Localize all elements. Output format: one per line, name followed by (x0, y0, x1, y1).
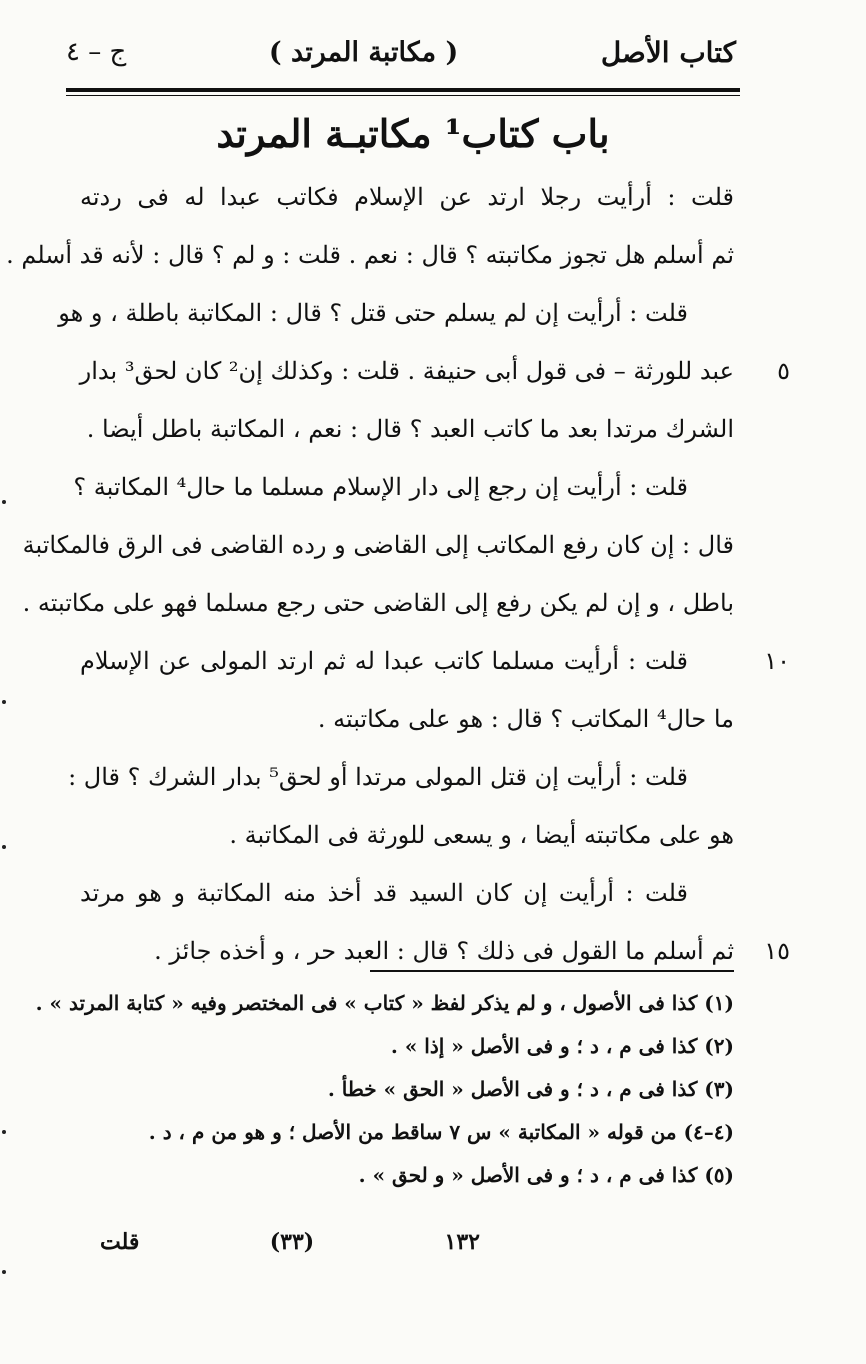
header-volume: ج – ٤ (66, 37, 127, 67)
chapter-title: باب كتاب¹ مكاتبـة المرتد (216, 111, 610, 156)
line-number: ١٠ (764, 647, 790, 675)
header-rule (66, 88, 740, 92)
page-footer (100, 1222, 480, 1262)
footnote: (٢) كذا فى م ، د ؛ و فى الأصل « إذا » . (390, 1034, 734, 1058)
line-number: ٥ (777, 357, 790, 385)
text-line: قلت : أرأيت رجلا ارتد عن الإسلام فكاتب عبدا له فى ردته (80, 183, 734, 211)
text-line-numbered (79, 342, 790, 400)
text-line: هو على مكاتبته أيضا ، و يسعى للورثة فى المكاتبة . (229, 821, 734, 849)
text-line: قال : إن كان رفع المكاتب إلى القاضى و رده القاضى فى الرق فالمكاتبة (22, 531, 734, 559)
text-line-numbered (80, 632, 790, 690)
text-line: الشرك مرتدا بعد ما كاتب العبد ؟ قال : نعم ، المكاتبة باطل أيضا . (86, 415, 734, 443)
text-line: عبد للورثة – فى قول أبى حنيفة . قلت : وكذلك إن² كان لحق³ بدار (79, 357, 734, 385)
header-section-title: ( مكاتبة المرتد ) (268, 36, 459, 68)
line-number: ١٥ (764, 937, 790, 965)
text-line: ما حال⁴ المكاتب ؟ قال : هو على مكاتبته . (317, 705, 734, 733)
catchword: قلت (100, 1229, 140, 1255)
scan-speck (2, 700, 6, 704)
text-line: باطل ، و إن لم يكن رفع إلى القاضى حتى رجع مسلما فهو على مكاتبته . (22, 589, 734, 617)
text-line: قلت : أرأيت إن كان السيد قد أخذ منه المكاتبة و هو مرتد (80, 879, 688, 907)
header-book-title: كتاب الأصل (600, 35, 736, 69)
footnote: (١) كذا فى الأصول ، و لم يذكر لفظ « كتاب » فى المختصر وفيه « كتابة المرتد » . (35, 991, 734, 1015)
footnote-rule (370, 970, 734, 972)
signature-mark: (٣٣) (269, 1229, 315, 1255)
scan-speck (2, 1130, 6, 1134)
scan-speck (2, 1270, 6, 1274)
text-line: قلت : أرأيت إن قتل المولى مرتدا أو لحق⁵ بدار الشرك ؟ قال : (68, 763, 688, 791)
header-rule-thin (66, 95, 740, 96)
text-line: ثم أسلم ما القول فى ذلك ؟ قال : العبد حر ، و أخذه جائز . (154, 937, 734, 965)
page-number: ١٣٢ (444, 1229, 480, 1255)
footnote: (٥) كذا فى م ، د ؛ و فى الأصل « و لحق » . (358, 1163, 734, 1187)
text-line: قلت : أرأيت مسلما كاتب عبدا له ثم ارتد المولى عن الإسلام (80, 647, 688, 675)
running-header (66, 24, 736, 80)
scan-speck (2, 500, 6, 504)
text-line: قلت : أرأيت إن لم يسلم حتى قتل ؟ قال : المكاتبة باطلة ، و هو (58, 299, 688, 327)
footnotes (35, 982, 734, 1197)
text-line: قلت : أرأيت إن رجع إلى دار الإسلام مسلما ما حال⁴ المكاتبة ؟ (73, 473, 688, 501)
body-text (6, 168, 790, 980)
footnote: (٤–٤) من قوله « المكاتبة » س ٧ ساقط من الأصل ؛ و هو من م ، د . (148, 1120, 734, 1144)
scan-speck (2, 845, 6, 849)
footnote: (٣) كذا فى م ، د ؛ و فى الأصل « الحق » خطأ . (327, 1077, 734, 1101)
text-line: ثم أسلم هل تجوز مكاتبته ؟ قال : نعم . قلت : و لم ؟ قال : لأنه قد أسلم . (6, 241, 734, 269)
